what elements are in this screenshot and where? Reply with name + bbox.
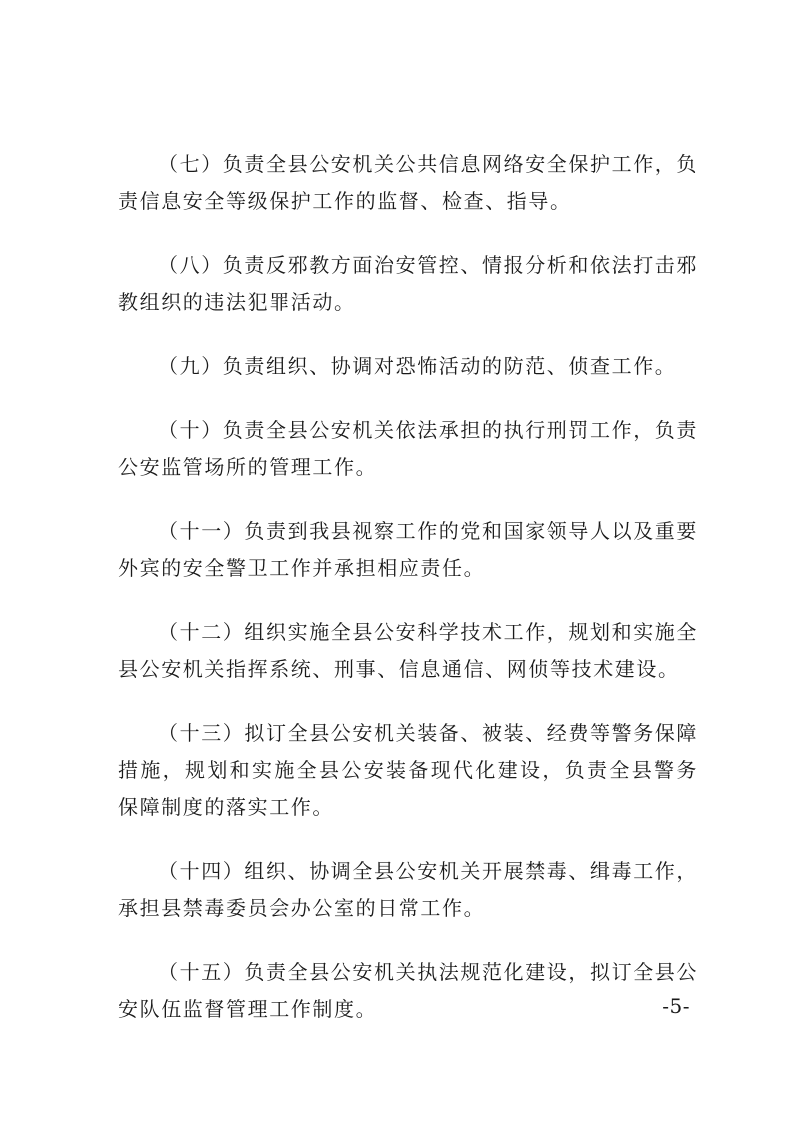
document-body — [118, 146, 698, 1055]
paragraph-7: （七）负责全县公安机关公共信息网络安全保护工作，负责信息安全等级保护工作的监督、检查、指导。 — [118, 152, 698, 213]
paragraph-10: （十）负责全县公安机关依法承担的执行刑罚工作，负责公安监管场所的管理工作。 — [118, 418, 698, 479]
paragraph-8: （八）负责反邪教方面治安管控、情报分析和依法打击邪教组织的违法犯罪活动。 — [118, 253, 698, 314]
paragraph-9: （九）负责组织、协调对恐怖活动的防范、侦查工作。 — [158, 354, 677, 378]
paragraph-15: （十五）负责全县公安机关执法规范化建设，拟订全县公安队伍监督管理工作制度。 — [118, 960, 698, 1021]
paragraph-13: （十三）拟订全县公安机关装备、被装、经费等警务保障措施，规划和实施全县公安装备现代化建设，负责全县警务保障制度的落实工作。 — [118, 721, 698, 819]
paragraph-14: （十四）组织、协调全县公安机关开展禁毒、缉毒工作，承担县禁毒委员会办公室的日常工作。 — [118, 859, 698, 920]
page-number: -5- — [662, 994, 690, 1018]
paragraph-12: （十二）组织实施全县公安科学技术工作，规划和实施全县公安机关指挥系统、刑事、信息通信、网侦等技术建设。 — [118, 620, 698, 681]
paragraph-11: （十一）负责到我县视察工作的党和国家领导人以及重要外宾的安全警卫工作并承担相应责任。 — [118, 519, 698, 580]
